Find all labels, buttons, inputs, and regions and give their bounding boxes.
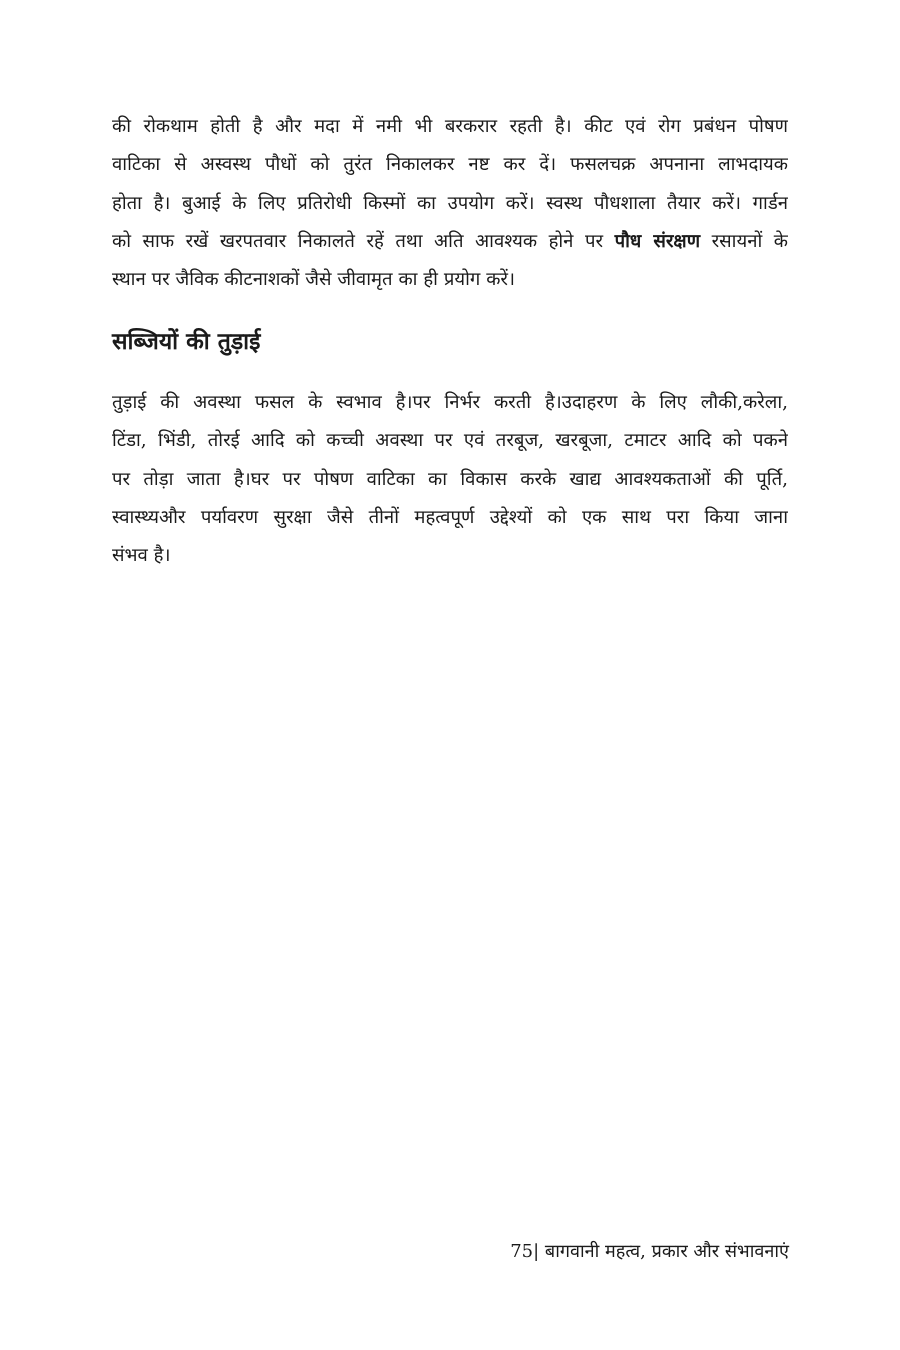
section-heading: सब्जियों की तुड़ाई xyxy=(112,329,261,355)
text-line xyxy=(112,223,788,261)
text-line: स्वास्थ्यऔर पर्यावरण सुरक्षा जैसे तीनों महत्वपूर्ण उद्देश्यों को एक साथ परा किया जाना xyxy=(112,506,788,528)
page-number: 75| xyxy=(510,1241,540,1262)
text-line: संभव है। xyxy=(112,545,171,567)
book-title: बागवानी महत्व, प्रकार और संभावनाएं xyxy=(539,1241,789,1262)
text-line: की रोकथाम होती है और मदा में नमी भी बरकरार रहती है। कीट एवं रोग प्रबंधन पोषण xyxy=(112,116,788,137)
text-segment: को साफ रखें खरपतवार निकालते रहें तथा अति आवश्यक होने पर xyxy=(112,230,615,252)
paragraph-harvesting xyxy=(112,384,788,575)
page-footer xyxy=(510,1237,789,1267)
text-line: पर तोड़ा जाता है।घर पर पोषण वाटिका का विकास करके खाद्य आवश्यकताओं की पूर्ति, xyxy=(112,468,788,490)
text-line: वाटिका से अस्वस्थ पौधों को तुरंत निकालकर नष्ट कर दें। फसलचक्र अपनाना लाभदायक xyxy=(112,154,788,176)
text-line: टिंडा, भिंडी, तोरई आदि को कच्ची अवस्था पर एवं तरबूज, खरबूजा, टमाटर आदि को पकने xyxy=(112,430,788,452)
text-line: तुड़ाई की अवस्था फसल के स्वभाव है।पर निर्भर करती है।उदाहरण के लिए लौकी,करेला, xyxy=(112,392,788,413)
text-line: स्थान पर जैविक कीटनाशकों जैसे जीवामृत का ही प्रयोग करें। xyxy=(112,269,515,291)
text-line: होता है। बुआई के लिए प्रतिरोधी किस्मों का उपयोग करें। स्वस्थ पौधशाला तैयार करें। गार्डन xyxy=(112,192,788,214)
paragraph-pest-management xyxy=(112,108,788,299)
bold-term-plant-protection: पौध संरक्षण xyxy=(614,230,701,252)
text-segment: रसायनों के xyxy=(700,230,788,252)
